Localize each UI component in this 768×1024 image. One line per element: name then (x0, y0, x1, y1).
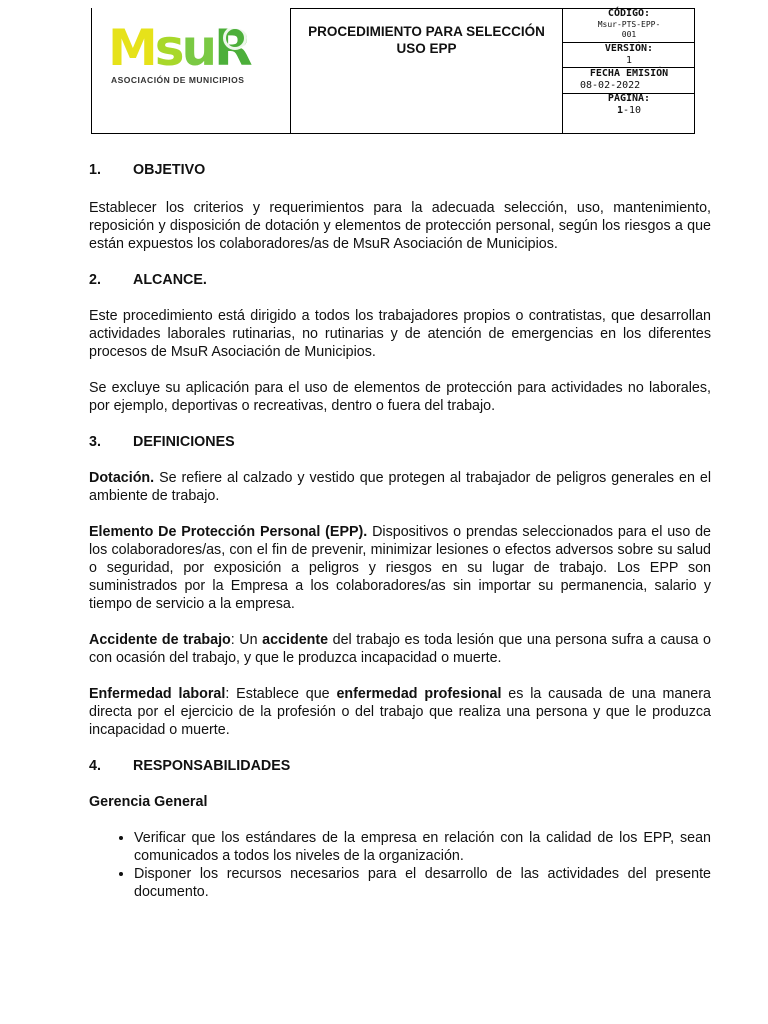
definition-text: : Un (230, 632, 263, 648)
document-body (89, 161, 711, 901)
version-label: VERSIÓN: (604, 43, 654, 54)
logo-letter-m: M (108, 19, 155, 77)
section-number: 4. (89, 758, 101, 774)
term-bold-inline: accidente (262, 632, 329, 648)
pagina-label: PAGINA: (607, 93, 651, 104)
codigo-label: CÓDIGO: (607, 8, 651, 19)
recycle-icon (223, 26, 247, 50)
definicion-epp (89, 523, 711, 613)
definition-text: Se refiere al calzado y vestido que protegen al trabajador de peligros generales en el ambiente de trabajo. (89, 470, 711, 504)
definicion-accidente (89, 631, 711, 667)
pagina-total: -10 (622, 105, 642, 116)
logo-subtitle: ASOCIACIÓN DE MUNICIPIOS (111, 75, 245, 85)
section-title: ALCANCE. (133, 272, 207, 288)
logo-cell (92, 8, 291, 133)
definition-text: del trabajo es toda lesión que una persona sufra a causa o con ocasión del trabajo, y que le produzca incapacidad o muerte. (89, 632, 711, 666)
definition-text: es la causada de una manera directa por el ejercicio de la profesión o del trabajo que realiza una persona y que le produzca incapacidad o muerte. (89, 686, 711, 738)
codigo-block (563, 8, 695, 40)
fecha-value: 08-02-2022 (580, 80, 641, 91)
definicion-dotacion (89, 469, 711, 505)
term-bold-inline: enfermedad profesional (336, 686, 502, 702)
section-number: 2. (89, 272, 101, 288)
definicion-enfermedad (89, 685, 711, 739)
responsabilidades-list (89, 829, 711, 901)
pagina-value (563, 105, 695, 116)
pagina-current: 1 (616, 105, 623, 116)
codigo-value-2: 001 (621, 30, 637, 39)
term-accidente: Accidente de trabajo (89, 632, 231, 648)
alcance-paragraph-1: Este procedimiento está dirigido a todos los trabajadores propios o contratistas, que desarrollan actividades laborales rutinarias, no rutinarias y de atención de emergencias en los diferentes procesos de MsuR Asociación de Municipios. (89, 308, 711, 360)
section-heading-responsabilidades (89, 757, 711, 775)
section-title: DEFINICIONES (133, 434, 235, 450)
section-number: 3. (89, 434, 101, 450)
version-value: 1 (625, 55, 633, 66)
section-title: OBJETIVO (133, 162, 206, 178)
section-title: RESPONSABILIDADES (133, 758, 291, 774)
document-header (91, 8, 695, 134)
fecha-label: FECHA EMISIÓN (589, 68, 669, 79)
fecha-block (563, 68, 695, 91)
definition-text: Dispositivos o prendas seleccionados para el uso de los colaboradores/as, con el fin de prevenir, minimizar lesiones o efectos adversos sobre su salud o seguridad, por exposición a peligros y riesgos en su lugar de trabajo. Los EPP son suministrados por la Empresa a los colaboradores/as sin importar su permanencia, salario y tiempo de servicio a la empresa. (89, 524, 711, 612)
list-item: • Disponer los recursos necesarios para el desarrollo de las actividades del presente documento. (134, 865, 711, 901)
document-title (291, 23, 562, 57)
section-heading-definiciones (89, 433, 711, 451)
term-enfermedad: Enfermedad laboral (89, 686, 226, 702)
codigo-value-1: Msur-PTS-EPP- (597, 20, 661, 29)
pagina-block (563, 93, 695, 116)
title-line-2: USO EPP (396, 41, 457, 56)
section-number: 1. (89, 162, 101, 178)
alcance-paragraph-2: Se excluye su aplicación para el uso de elementos de protección para actividades no laborales, por ejemplo, deportivas o recreativas, dentro o fuera del trabajo. (89, 380, 711, 414)
title-cell (291, 8, 563, 133)
term-dotacion: Dotación. (89, 470, 155, 486)
term-epp: Elemento De Protección Personal (EPP). (89, 524, 368, 540)
section-heading-alcance (89, 271, 711, 289)
meta-cell (563, 8, 695, 133)
definition-text: : Establece que (225, 686, 337, 702)
logo-letter-r: R (214, 19, 250, 77)
logo-letter-u: u (181, 19, 215, 77)
title-line-1: PROCEDIMIENTO PARA SELECCIÓN (308, 24, 545, 39)
objetivo-paragraph: Establecer los criterios y requerimientos para la adecuada selección, uso, mantenimiento, reposición y disposición de dotación y elementos de protección personal, según los riesgos a que están expuestos los colaboradores/as de MsuR Asociación de Municipios. (89, 200, 711, 252)
logo-letter-s: s (154, 19, 182, 77)
section-heading-objetivo (89, 161, 711, 179)
subheading-gerencia: Gerencia General (89, 794, 208, 810)
version-block (563, 43, 695, 66)
list-item: • Verificar que los estándares de la empresa en relación con la calidad de los EPP, sean comunicados a todos los niveles de la organización. (134, 829, 711, 865)
